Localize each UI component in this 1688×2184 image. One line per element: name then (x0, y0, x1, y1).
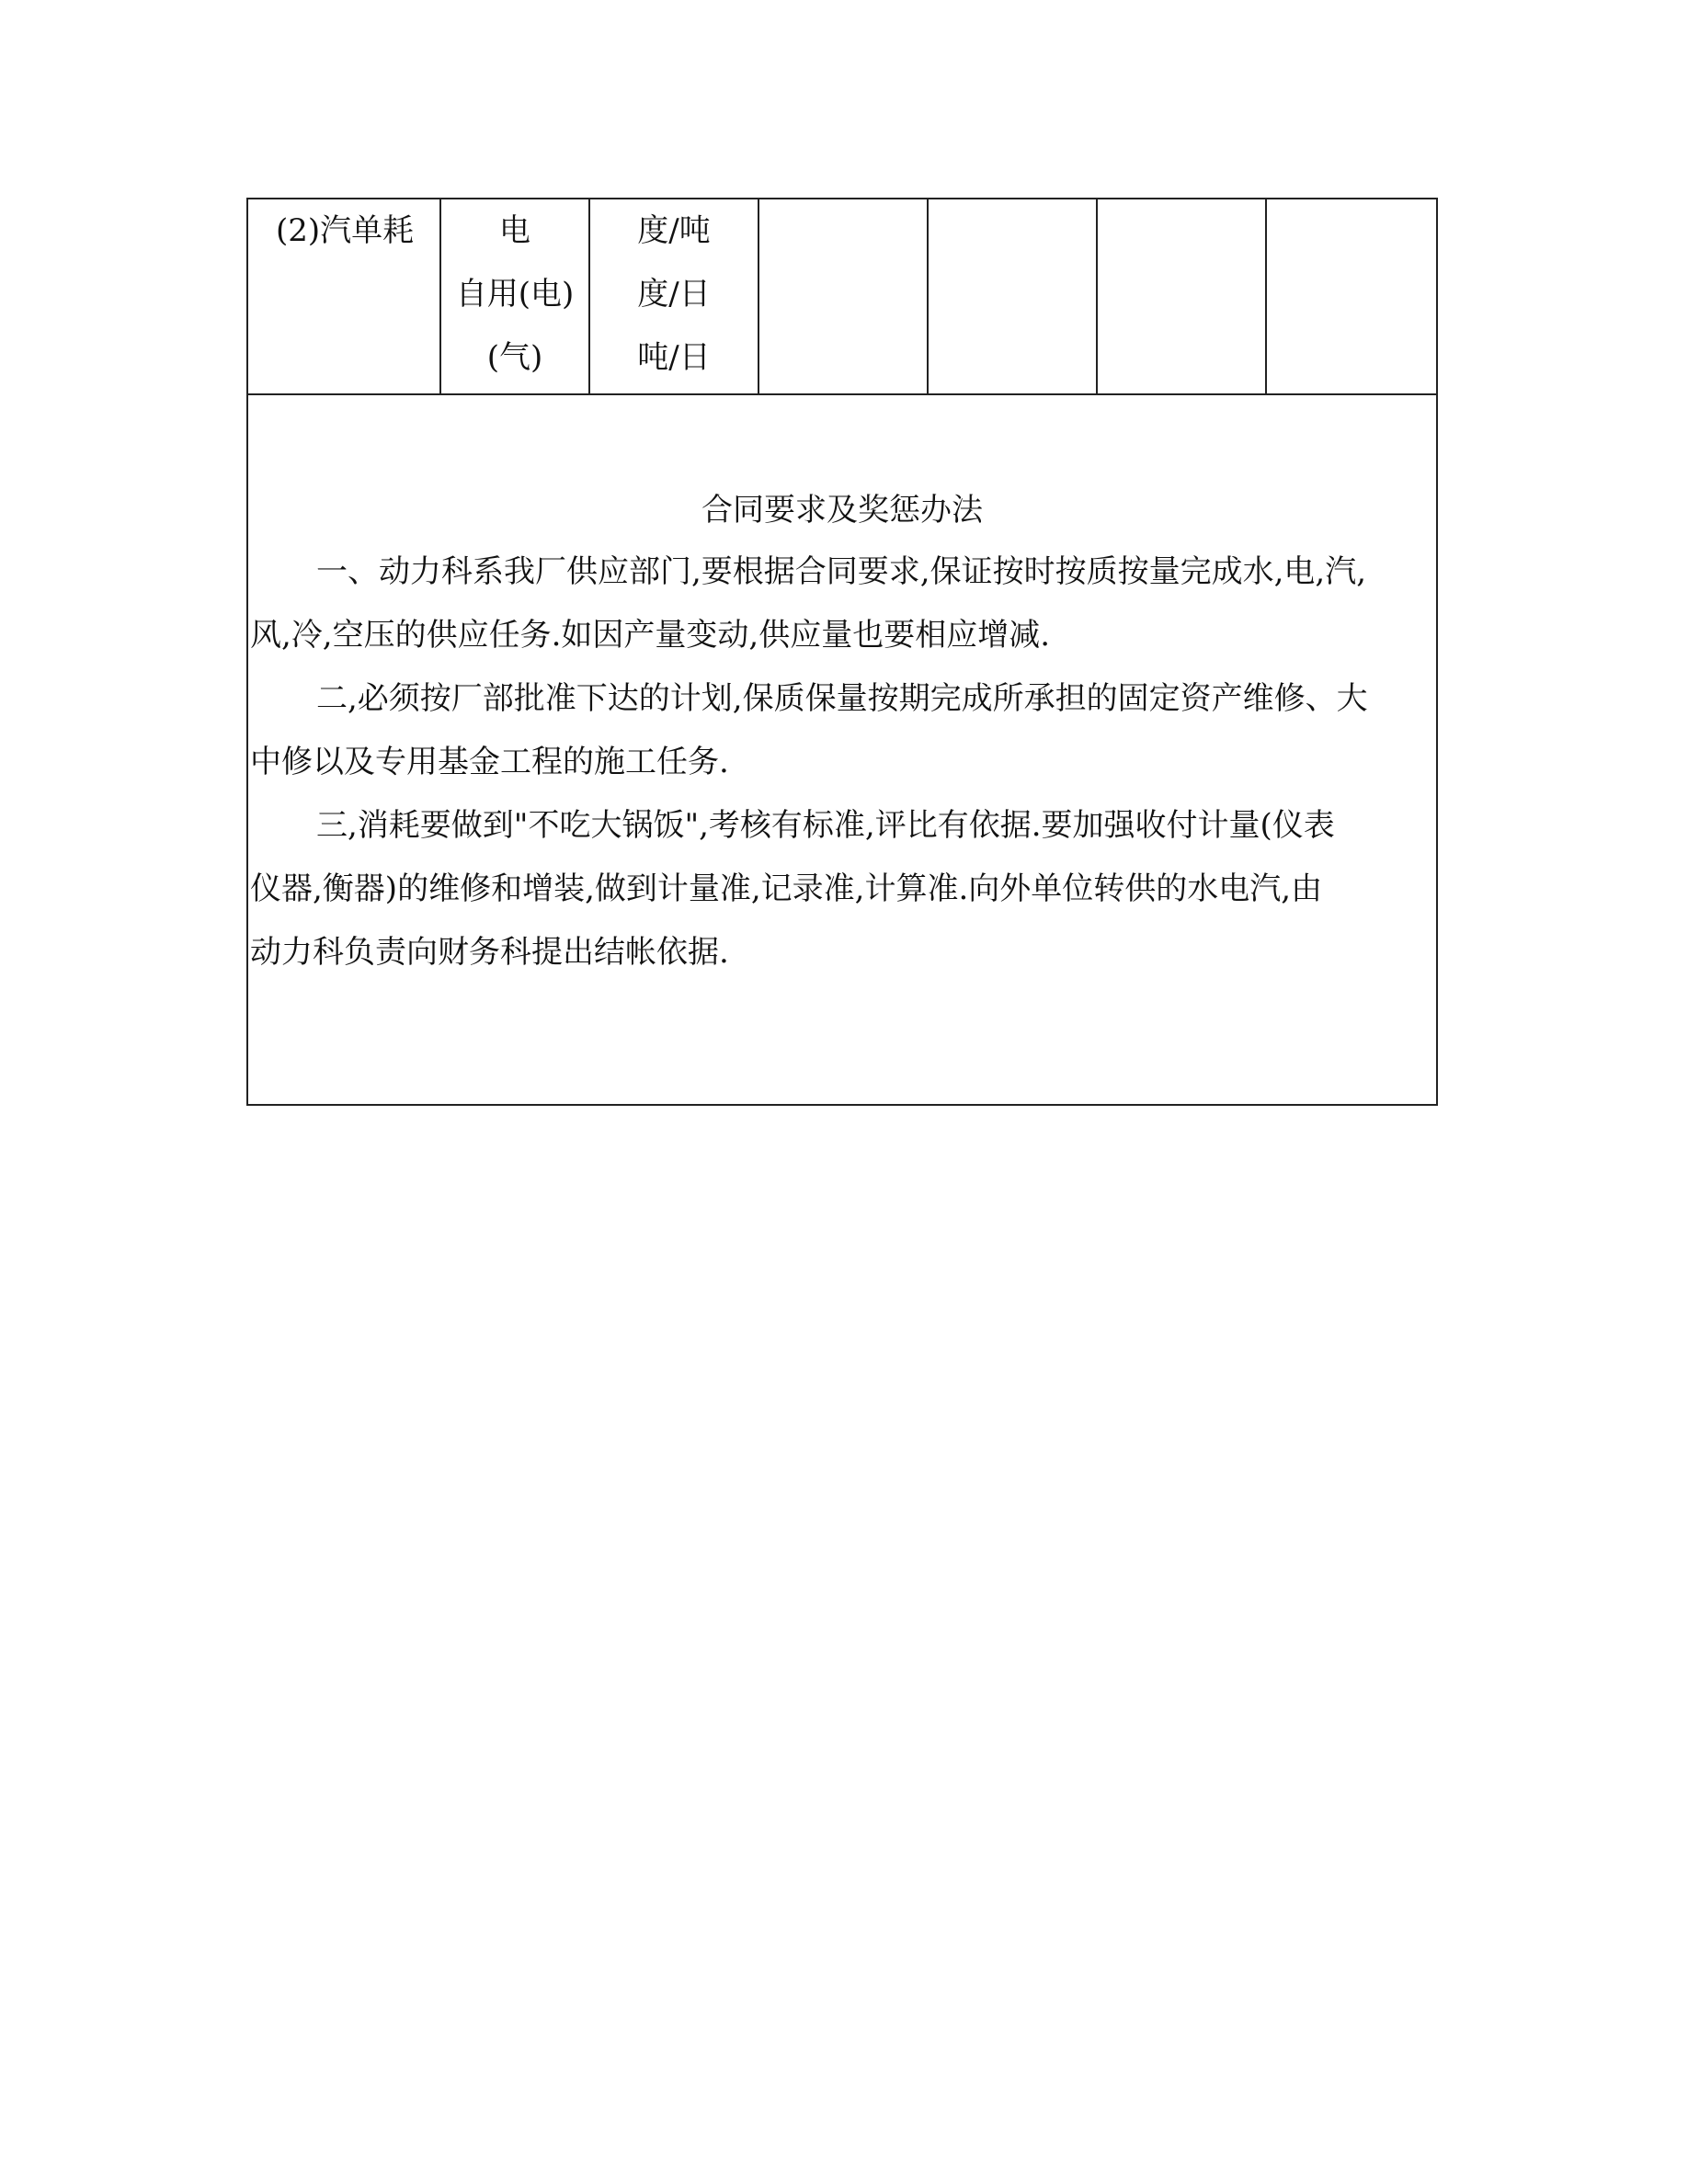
empty-cell (759, 199, 929, 393)
paragraph-line: 一、动力科系我厂供应部门,要根据合同要求,保证按时按质按量完成水,电,汽, (316, 553, 1367, 590)
contract-paragraph (250, 540, 1438, 667)
paragraph-line: 二,必须按厂部批准下达的计划,保质保量按期完成所承担的固定资产维修、大 (316, 680, 1368, 717)
item-label: (2)汽单耗 (276, 212, 415, 249)
kind-label: 电 (499, 212, 530, 249)
unit-label: 度/吨 (637, 212, 711, 249)
empty-cell (929, 199, 1098, 393)
form-table (246, 198, 1438, 1106)
contract-section (248, 393, 1436, 1104)
kind-label: (气) (486, 339, 543, 376)
empty-cell (1098, 199, 1267, 393)
table-row (248, 199, 1436, 395)
kind-label: 自用(电) (455, 276, 575, 313)
paragraph-line: 三,消耗要做到"不吃大锅饭",考核有标准,评比有依据.要加强收付计量(仪表 (316, 807, 1335, 844)
unit-label: 吨/日 (637, 339, 711, 376)
paragraph-line: 动力科负责向财务科提出结帐依据. (250, 934, 729, 971)
paragraph-line: 仪器,衡器)的维修和增装,做到计量准,记录准,计算准.向外单位转供的水电汽,由 (250, 870, 1323, 907)
contract-paragraph (250, 667, 1438, 794)
item-cell (248, 199, 441, 393)
unit-label: 度/日 (637, 276, 711, 313)
paragraph-line: 中修以及专用基金工程的施工任务. (250, 744, 729, 780)
contract-title: 合同要求及奖惩办法 (701, 492, 983, 529)
kind-cell (441, 199, 590, 393)
contract-paragraph (250, 794, 1438, 984)
empty-cell (1267, 199, 1436, 393)
unit-cell (590, 199, 759, 393)
paragraph-line: 风,冷,空压的供应任务.如因产量变动,供应量也要相应增减. (250, 617, 1051, 654)
